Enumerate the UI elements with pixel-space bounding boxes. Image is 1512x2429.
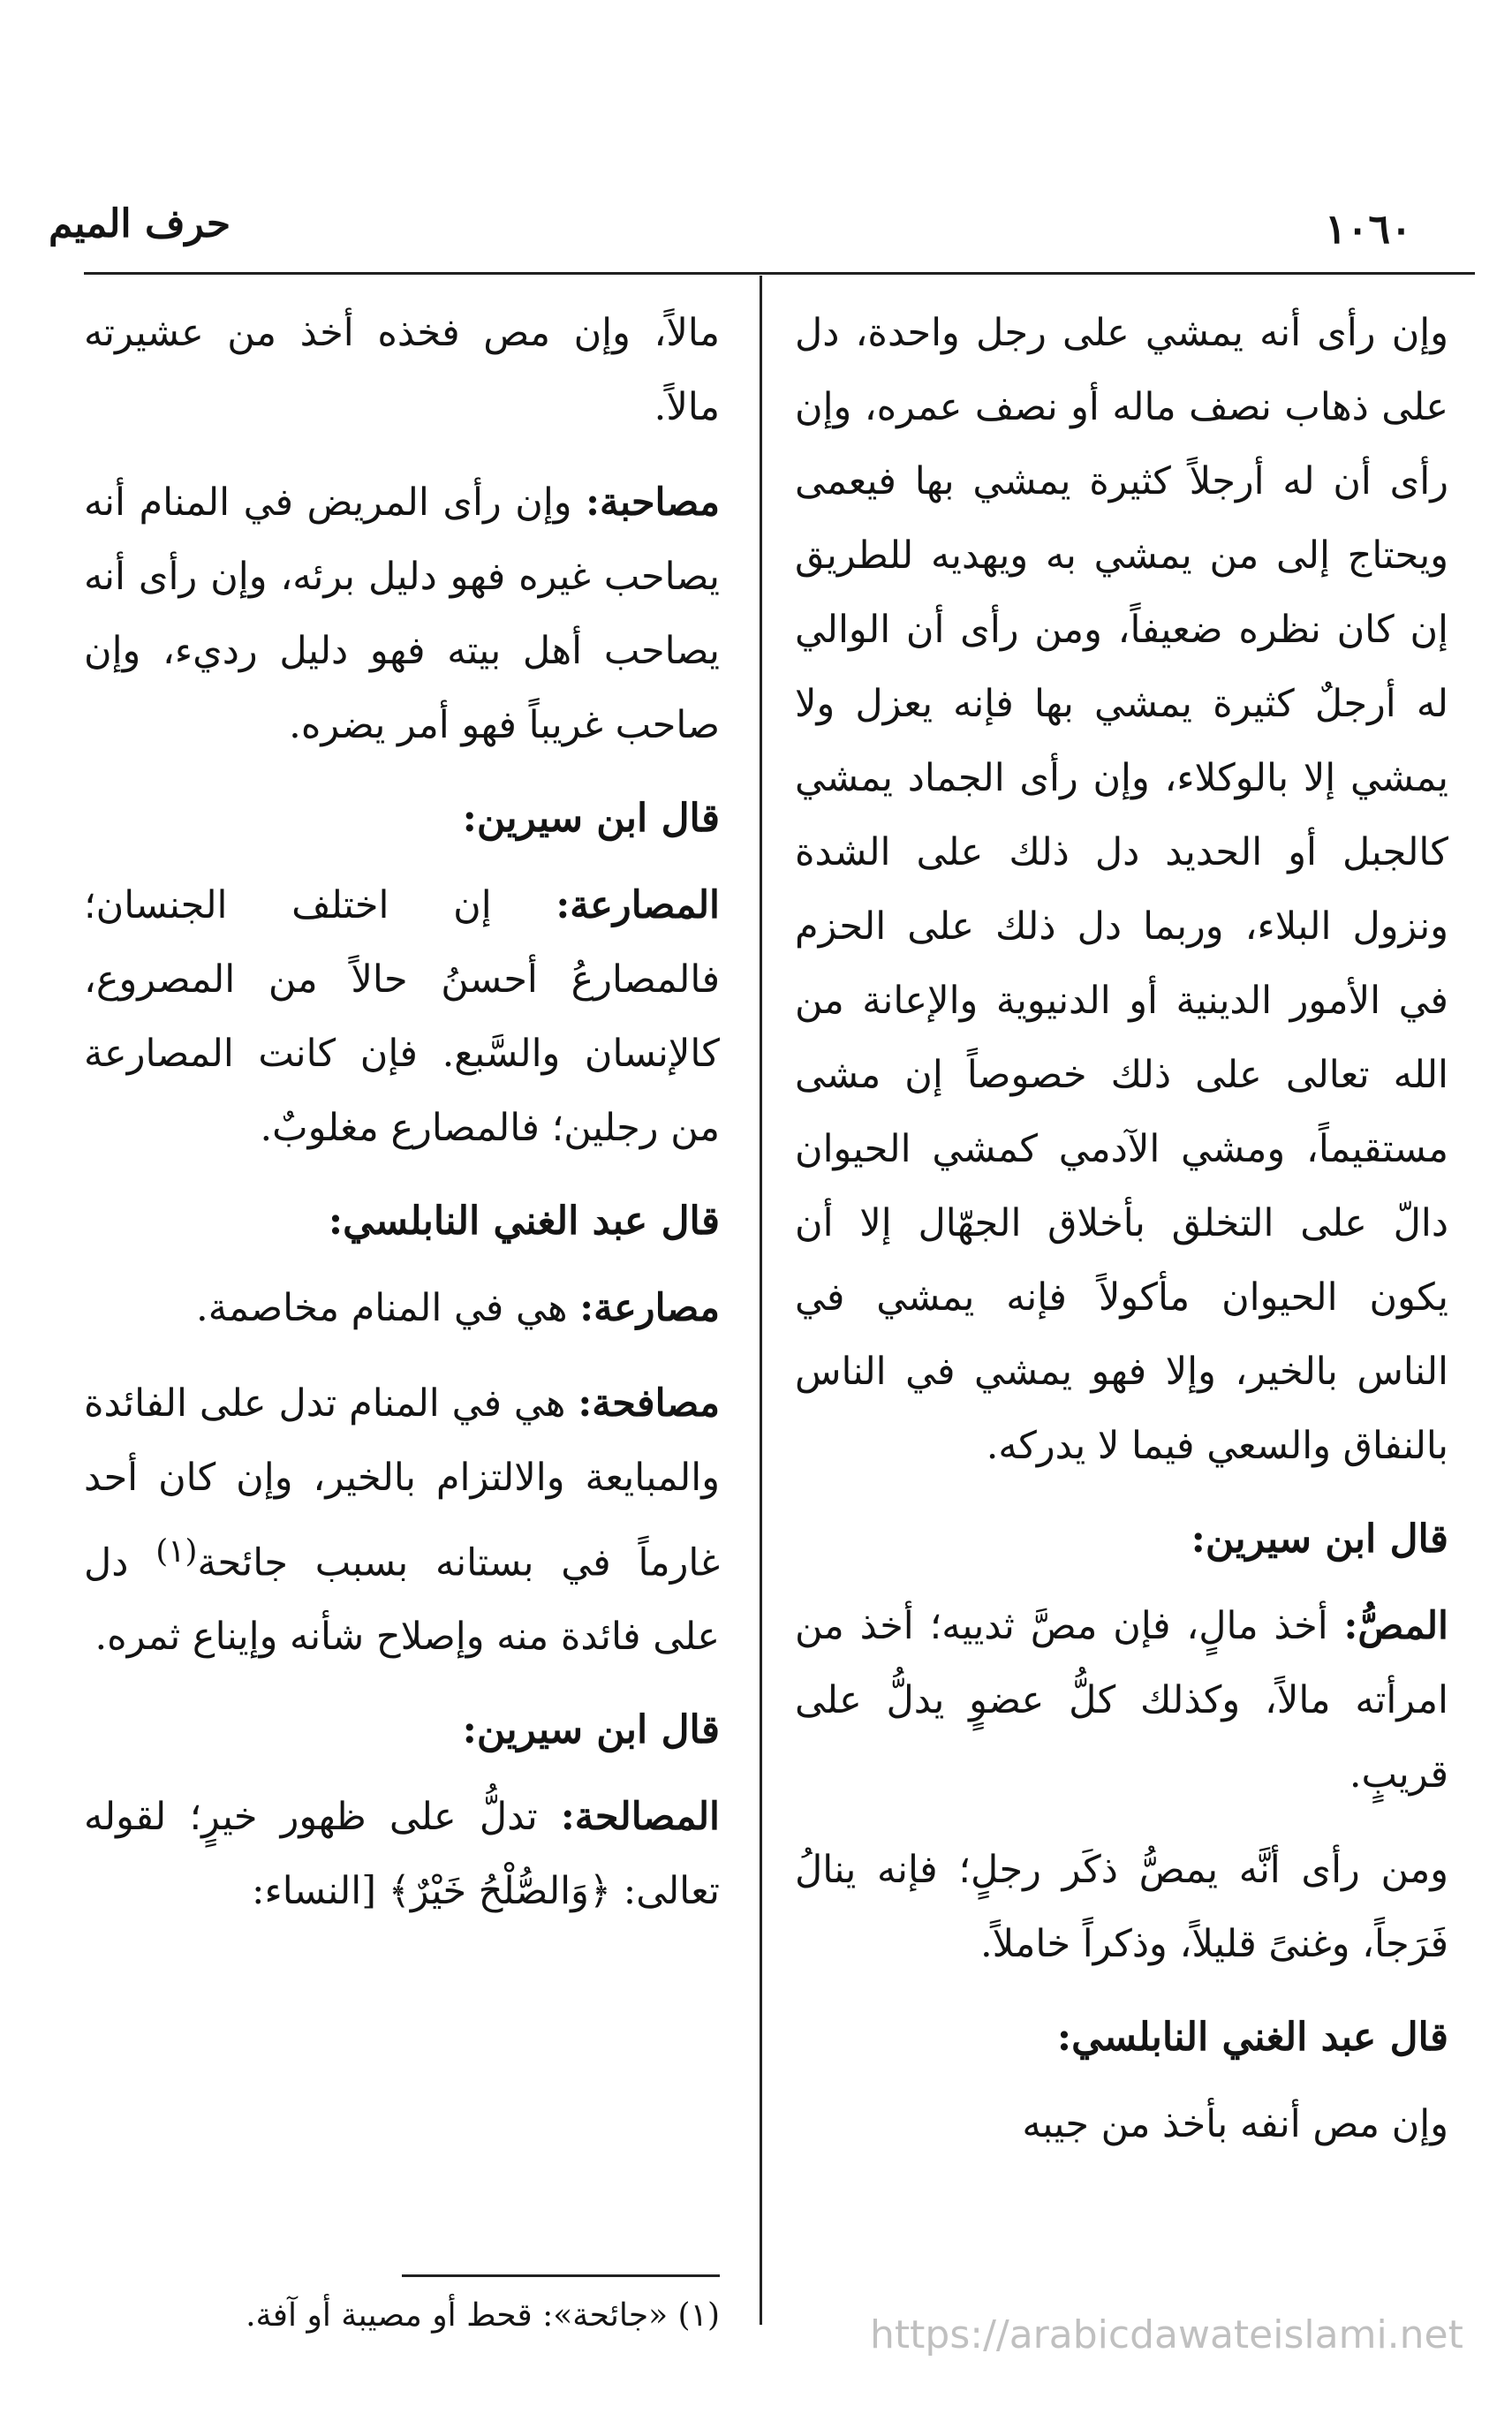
entry-text: هي في المنام مخاصمة. [196, 1286, 580, 1330]
entry-text: أخذ مالٍ، فإن مصَّ ثدييه؛ أخذ من امرأته مالاً، وكذلك كلُّ عضوٍ يدلُّ على قريبٍ. [795, 1604, 1448, 1797]
entry-term: مصارعة: [579, 1286, 720, 1330]
right-column [795, 296, 1448, 2183]
entry-text: إن اختلف الجنسان؛ فالمصارعُ أحسنُ حالاً من المصروع، كالإنسان والسَّبع. فإن كانت المصارعة من رجلين؛ فالمصارع مغلوبٌ. [84, 883, 720, 1150]
paragraph-mass-anf: وإن مص أنفه بأخذ من جيبه [1022, 2102, 1448, 2146]
entry-text: تدلُّ على ظهور خيرٍ؛ لقوله تعالى: [84, 1795, 720, 1914]
entry-musahaba [84, 465, 720, 762]
entry-term: المصالحة: [560, 1795, 720, 1840]
running-title: حرف الميم [49, 201, 231, 246]
column-divider [760, 276, 762, 2325]
entry-term: المصُّ: [1343, 1604, 1448, 1648]
heading-abd-al-ghani: قال عبد الغني النابلسي: [1056, 2015, 1448, 2060]
entry-text: [النساء: [252, 1869, 389, 1914]
entry-text: هي في المنام تدل على الفائدة والمبايعة والالتزام بالخير، وإن كان أحد غارماً في بستانه بسبب جائحة [84, 1381, 720, 1585]
watermark-url: https://arabicdawateislami.net [870, 2312, 1463, 2357]
heading-ibn-sirin: قال ابن سيرين: [1191, 1517, 1448, 1562]
footnote: (١) «جائحة»: قحط أو مصيبة أو آفة. [246, 2297, 720, 2334]
entry-al-musalaha [84, 1780, 720, 1928]
entry-term: مصافحة: [578, 1381, 720, 1426]
footnote-marker[interactable]: (١) [155, 1533, 198, 1570]
entry-musaraa [84, 1271, 720, 1345]
heading-ibn-sirin: قال ابن سيرين: [462, 1707, 720, 1753]
paragraph-continuation: مالاً، وإن مص فخذه أخذ من عشيرته مالاً. [84, 311, 720, 429]
page-number: ١٠٦٠ [1325, 205, 1412, 253]
entry-musafaha [84, 1366, 720, 1674]
entry-al-mass [795, 1589, 1448, 1812]
entry-term: المصارعة: [556, 883, 720, 927]
quran-verse: ﴿وَالصُّلْحُ خَيْرٌ﴾ [388, 1869, 612, 1914]
heading-ibn-sirin: قال ابن سيرين: [462, 796, 720, 841]
entry-text: دل على فائدة منه وإصلاح شأنه وإيناع ثمره. [84, 1540, 720, 1660]
paragraph-mass-dhakar: ومن رأى أنَّه يمصُّ ذكَر رجلٍ؛ فإنه ينالُ فَرَجاً، وغنىً قليلاً، وذكراً خاملاً. [795, 1848, 1448, 1966]
footnote-rule [402, 2274, 720, 2277]
entry-term: مصاحبة: [586, 481, 720, 525]
entry-text: وإن رأى المريض في المنام أنه يصاحب غيره فهو دليل برئه، وإن رأى أنه يصاحب أهل بيته فهو دليل رديء، وإن صاحب غريباً فهو أمر يضره. [84, 481, 720, 747]
header-rule [84, 272, 1475, 275]
left-column [84, 296, 720, 1949]
entry-al-musaraa [84, 868, 720, 1165]
heading-abd-al-ghani: قال عبد الغني النابلسي: [328, 1199, 720, 1244]
right-paragraph-walking: وإن رأى أنه يمشي على رجل واحدة، دل على ذهاب نصف ماله أو نصف عمره، وإن رأى أن له أرجلاً كثيرة يمشي بها فيعمى ويحتاج إلى من يمشي به ويهديه للطريق إن كان نظره ضعيفاً، ومن رأى أن الوالي له أرجلٌ كثيرة يمشي بها فإنه يعزل ولا يمشي إلا بالوكلاء، وإن رأى الجماد يمشي كالجبل أو الحديد دل ذلك على الشدة ونزول البلاء، وربما دل ذلك على الحزم في الأمور الدينية أو الدنيوية والإعانة من الله تعالى على ذلك خصوصاً إن مشى مستقيماً، ومشي الآدمي كمشي الحيوان دالّ على التخلق بأخلاق الجهّال إلا أن يكون الحيوان مأكولاً فإنه يمشي في الناس بالخير، وإلا فهو يمشي في الناس بالنفاق والسعي فيما لا يدركه. [795, 311, 1448, 1468]
